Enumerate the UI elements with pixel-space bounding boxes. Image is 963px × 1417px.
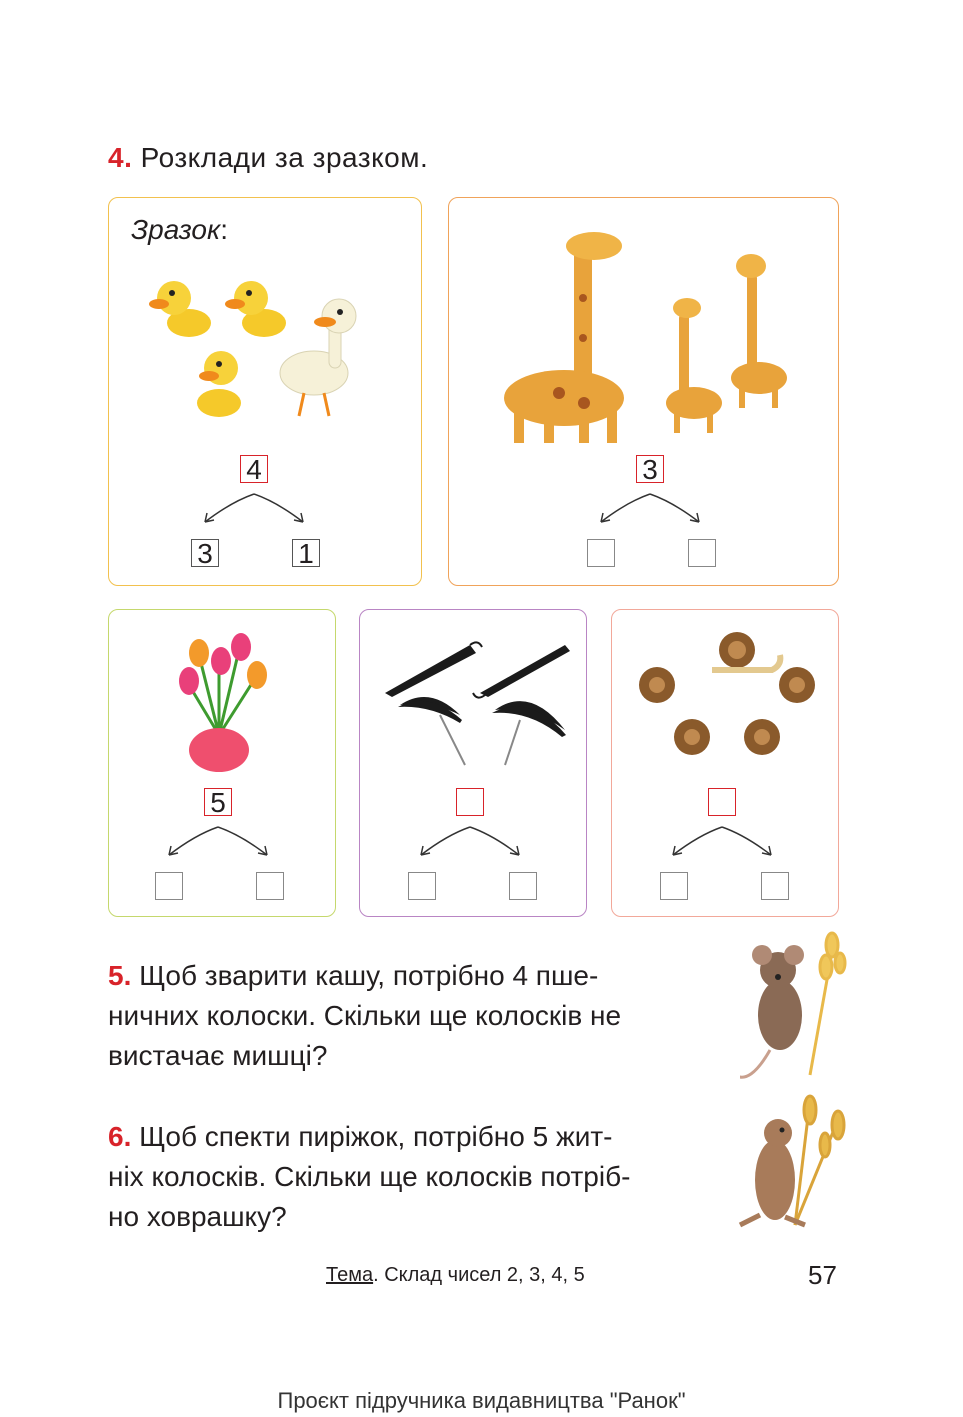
umbrella-icon bbox=[492, 701, 566, 765]
task-6-line-2: ніх колосків. Скільки ще колосків потріб- bbox=[108, 1161, 631, 1192]
task-5 bbox=[108, 956, 723, 1076]
vase-icon bbox=[189, 728, 249, 772]
snail-icon bbox=[674, 719, 710, 755]
umbrellas-total-box[interactable] bbox=[456, 788, 484, 816]
giraffe-icon bbox=[504, 232, 624, 443]
snails-right-box[interactable] bbox=[761, 872, 789, 900]
umbrellas-right-box[interactable] bbox=[509, 872, 537, 900]
snails-total-box[interactable] bbox=[708, 788, 736, 816]
task-4-number: 4. bbox=[108, 142, 133, 173]
sample-left-box: 3 bbox=[191, 539, 219, 567]
umbrella-icon bbox=[473, 645, 570, 698]
giraffes-right-box[interactable] bbox=[688, 539, 716, 567]
giraffes-total-box: 3 bbox=[636, 455, 664, 483]
topic-text: . Склад чисел 2, 3, 4, 5 bbox=[373, 1264, 585, 1286]
tulip-icon bbox=[231, 633, 251, 661]
gopher-icon bbox=[740, 1119, 805, 1225]
giraffes-picture bbox=[489, 218, 799, 448]
tulip-icon bbox=[247, 661, 267, 689]
task-6-line-3: но ховрашку? bbox=[108, 1201, 287, 1232]
task-5-number: 5. bbox=[108, 960, 132, 991]
split-arrows bbox=[199, 492, 309, 528]
umbrella-icon bbox=[385, 642, 482, 697]
umbrella-icon bbox=[398, 697, 465, 765]
task-6 bbox=[108, 1117, 723, 1237]
project-footer: Проєкт підручника видавництва "Ранок" bbox=[277, 1388, 686, 1413]
snails-panel bbox=[611, 609, 839, 917]
task-4-text: Розклади за зразком. bbox=[140, 142, 429, 173]
sample-total-box: 4 bbox=[240, 455, 268, 483]
duck-icon bbox=[197, 351, 241, 417]
umbrellas-left-box[interactable] bbox=[408, 872, 436, 900]
duck-icon bbox=[149, 281, 211, 337]
umbrellas-picture bbox=[380, 635, 570, 775]
snail-icon bbox=[744, 719, 780, 755]
footer-topic bbox=[326, 1264, 585, 1287]
wheat-icon bbox=[810, 933, 845, 1075]
tulip-icon bbox=[179, 667, 199, 695]
task-6-number: 6. bbox=[108, 1121, 132, 1152]
tulips-picture bbox=[159, 625, 279, 775]
snail-icon bbox=[779, 667, 815, 703]
giraffe-icon bbox=[666, 298, 722, 433]
mouse-with-wheat-picture bbox=[740, 925, 850, 1090]
tulips-right-box[interactable] bbox=[256, 872, 284, 900]
task-5-line-1: Щоб зварити кашу, потрібно 4 пше- bbox=[139, 960, 599, 991]
task-5-line-2: ничних колоски. Скільки ще колосків не bbox=[108, 1000, 622, 1031]
mouse-icon bbox=[740, 945, 804, 1077]
split-arrows bbox=[667, 825, 777, 861]
rye-icon bbox=[795, 1096, 844, 1225]
page-number: 57 bbox=[808, 1260, 837, 1290]
sample-label: Зразок: bbox=[131, 214, 228, 245]
snails-picture bbox=[632, 625, 822, 765]
tulip-icon bbox=[189, 639, 209, 667]
sample-right-box: 1 bbox=[292, 539, 320, 567]
goose-icon bbox=[280, 299, 356, 416]
duck-icon bbox=[225, 281, 286, 337]
sample-panel bbox=[108, 197, 422, 586]
task-4-title bbox=[108, 142, 428, 174]
gopher-with-rye-picture bbox=[730, 1085, 870, 1245]
task-6-line-1: Щоб спекти пиріжок, потрібно 5 жит- bbox=[139, 1121, 613, 1152]
split-arrows bbox=[163, 825, 273, 861]
umbrellas-panel bbox=[359, 609, 587, 917]
snails-left-box[interactable] bbox=[660, 872, 688, 900]
task-5-line-3: вистачає мишці? bbox=[108, 1040, 328, 1071]
giraffe-icon bbox=[731, 254, 787, 408]
ducks-and-goose-picture bbox=[139, 268, 399, 428]
split-arrows bbox=[415, 825, 525, 861]
snail-icon bbox=[639, 667, 675, 703]
tulip-icon bbox=[211, 647, 231, 675]
snail-icon bbox=[712, 632, 780, 670]
tulips-panel bbox=[108, 609, 336, 917]
giraffes-left-box[interactable] bbox=[587, 539, 615, 567]
topic-label: Тема bbox=[326, 1264, 374, 1286]
tulips-total-box: 5 bbox=[204, 788, 232, 816]
split-arrows bbox=[595, 492, 705, 528]
tulips-left-box[interactable] bbox=[155, 872, 183, 900]
giraffes-panel bbox=[448, 197, 839, 586]
